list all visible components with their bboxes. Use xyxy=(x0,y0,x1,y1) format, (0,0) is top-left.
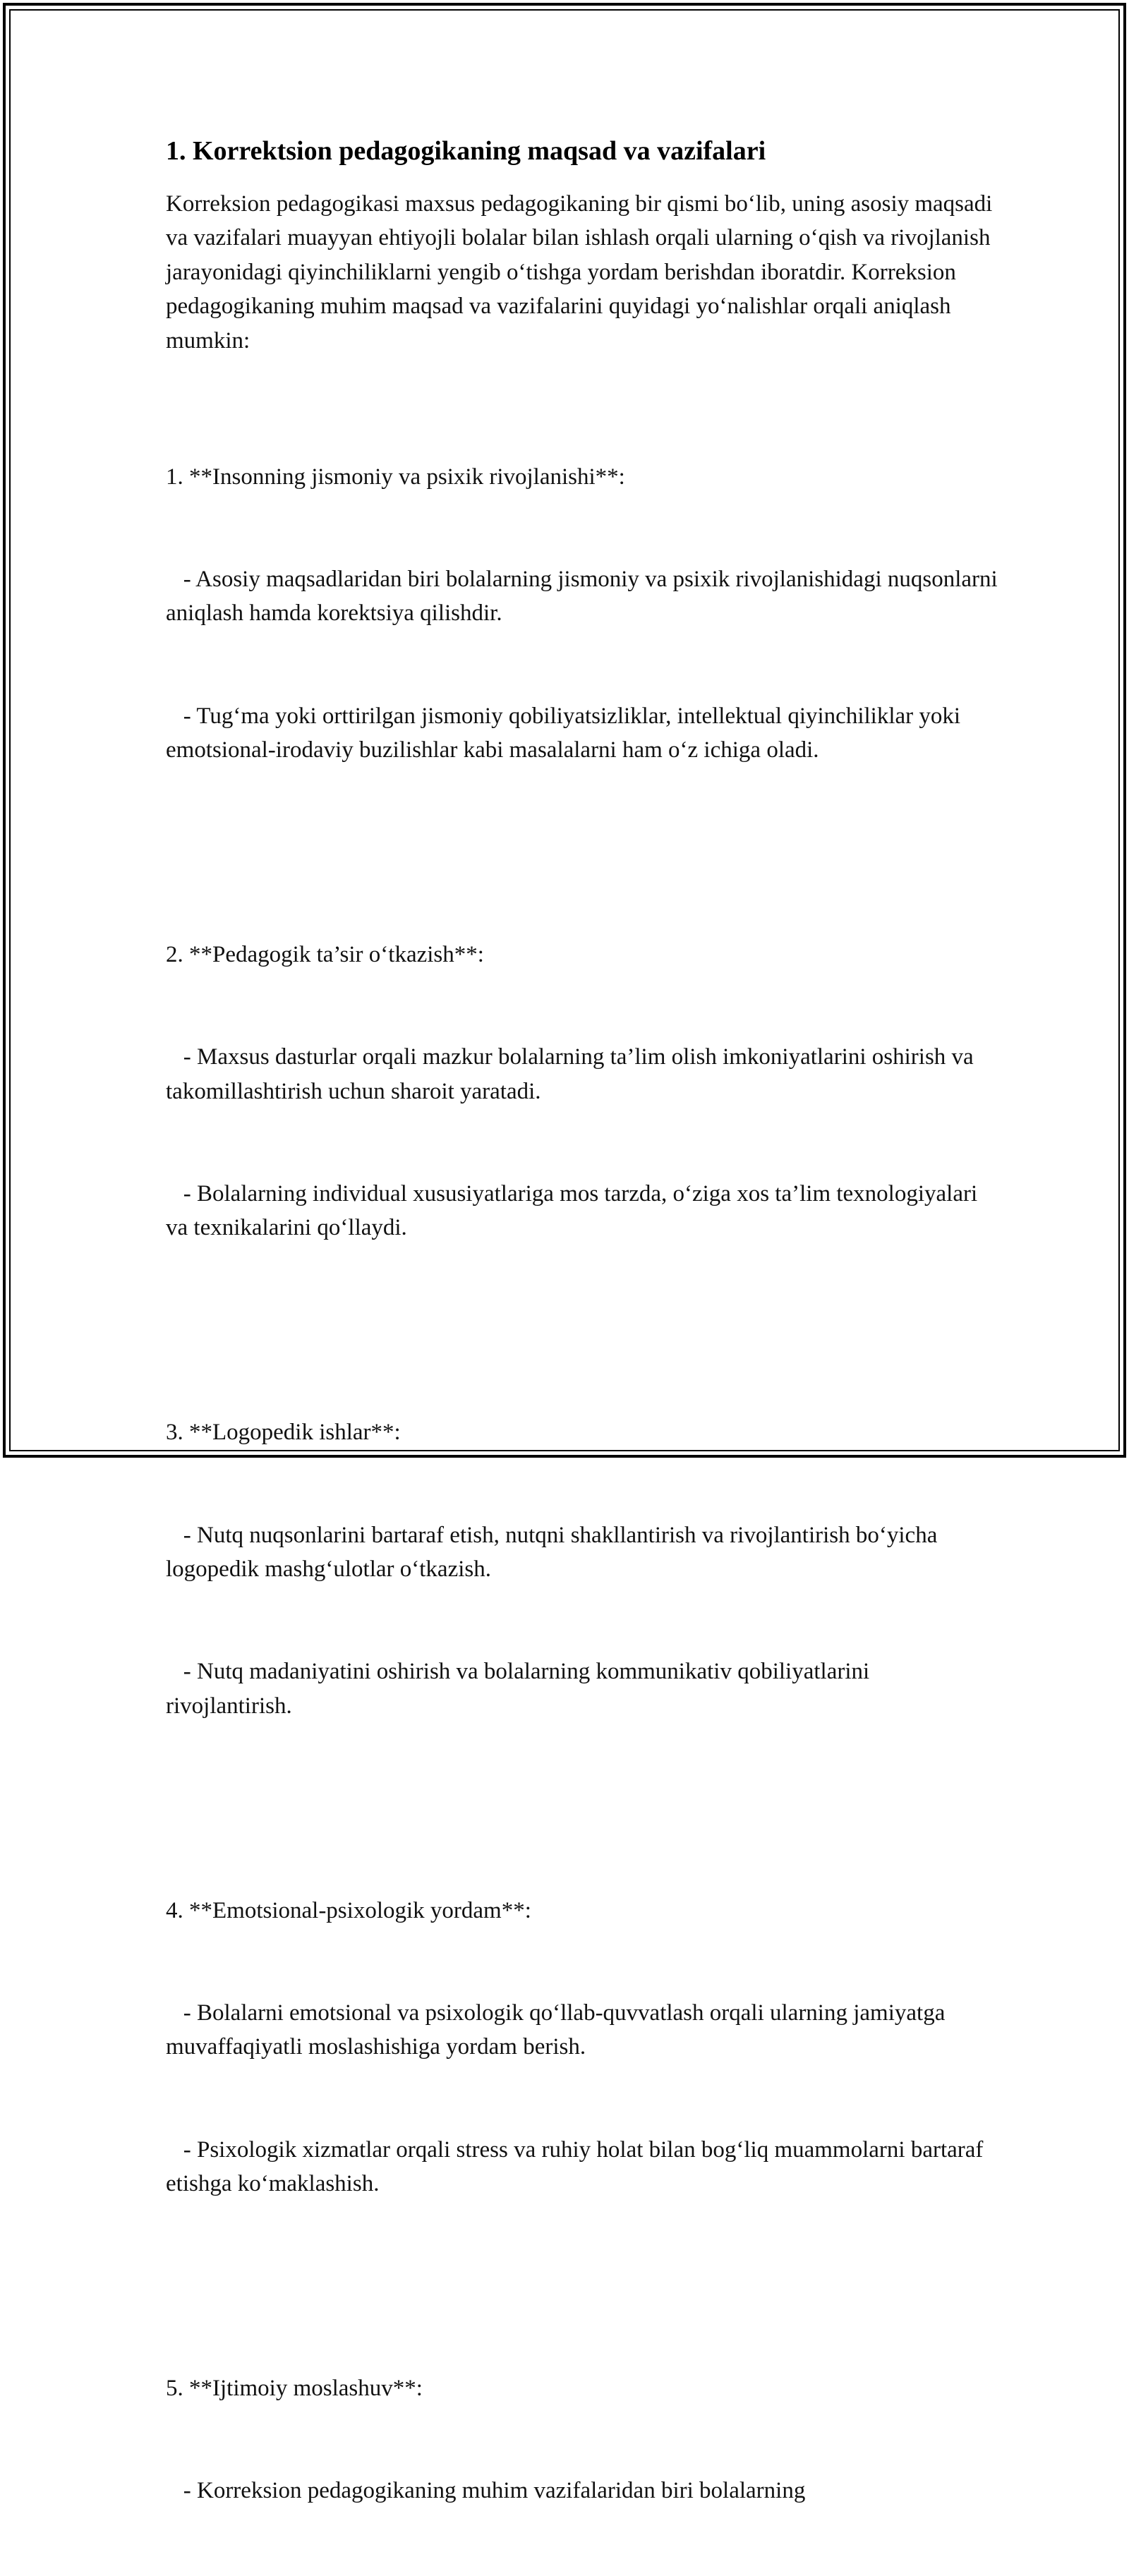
section-heading: 1. **Insonning jismoniy va psixik rivojlanishi**: xyxy=(166,464,625,490)
list-item: - Psixologik xizmatlar orqali stress va ruhiy holat bilan bog‘liq muammolarni bartaraf etishga ko‘maklashish. xyxy=(166,2136,989,2196)
list-item: - Korreksion pedagogikaning muhim vazifalaridan biri bolalarning xyxy=(166,2478,806,2504)
list-item: - Asosiy maqsadlaridan biri bolalarning jismoniy va psixik rivojlanishidagi nuqsonlarni aniqlash hamda korektsiya qilishdir. xyxy=(166,567,1003,627)
section-4 xyxy=(166,1825,998,2269)
list-item: - Nutq madaniyatini oshirish va bolalarning kommunikativ qobiliyatlarini rivojlantirish. xyxy=(166,1659,876,1719)
section-2 xyxy=(166,869,998,1313)
section-heading: 3. **Logopedik ishlar**: xyxy=(166,1420,401,1446)
section-1 xyxy=(166,392,1003,835)
list-item: - Bolalarning individual xususiyatlariga mos tarzda, o‘ziga xos ta’lim texnologiyalari va texnikalarini qo‘llaydi. xyxy=(166,1180,984,1241)
section-heading: 5. **Ijtimoiy moslashuv**: xyxy=(166,2375,423,2401)
section-3 xyxy=(166,1348,998,1791)
list-item: - Tug‘ma yoki orttirilgan jismoniy qobiliyatsizliklar, intellektual qiyinchiliklar yoki emotsional-irodaviy buzilishlar kabi masalalarni ham o‘z ichiga oladi. xyxy=(166,703,967,763)
section-5 xyxy=(166,2303,998,2576)
page-title: 1. Korrektsion pedagogikaning maqsad va vazifalari xyxy=(166,136,766,166)
list-item: - Bolalarni emotsional va psixologik qo‘llab-quvvatlash orqali ularning jamiyatga muvaffaqiyatli moslashishiga yordam berish. xyxy=(166,2000,951,2060)
section-heading: 4. **Emotsional-psixologik yordam**: xyxy=(166,1897,531,1923)
list-item: - Nutq nuqsonlarini bartaraf etish, nutqni shakllantirish va rivojlantirish bo‘yicha logopedik mashg‘ulotlar o‘tkazish. xyxy=(166,1522,943,1583)
document-body xyxy=(166,131,1003,2576)
list-item: - Maxsus dasturlar orqali mazkur bolalarning ta’lim olish imkoniyatlarini oshirish va takomillashtirish uchun sharoit yaratadi. xyxy=(166,1044,979,1104)
intro-paragraph: Korreksion pedagogikasi maxsus pedagogikaning bir qismi bo‘lib, uning asosiy maqsadi va vazifalari muayyan ehtiyojli bolalar bilan ishlash orqali ularning o‘qish va rivojlanish jarayonidagi qiyinchiliklarni yengib o‘tishga yordam berishdan iboratdir. Korreksion pedagogikaning muhim maqsad va vazifalarini quyidagi yo‘nalishlar orqali aniqlash mumkin: xyxy=(166,191,998,353)
section-heading: 2. **Pedagogik ta’sir o‘tkazish**: xyxy=(166,942,484,968)
